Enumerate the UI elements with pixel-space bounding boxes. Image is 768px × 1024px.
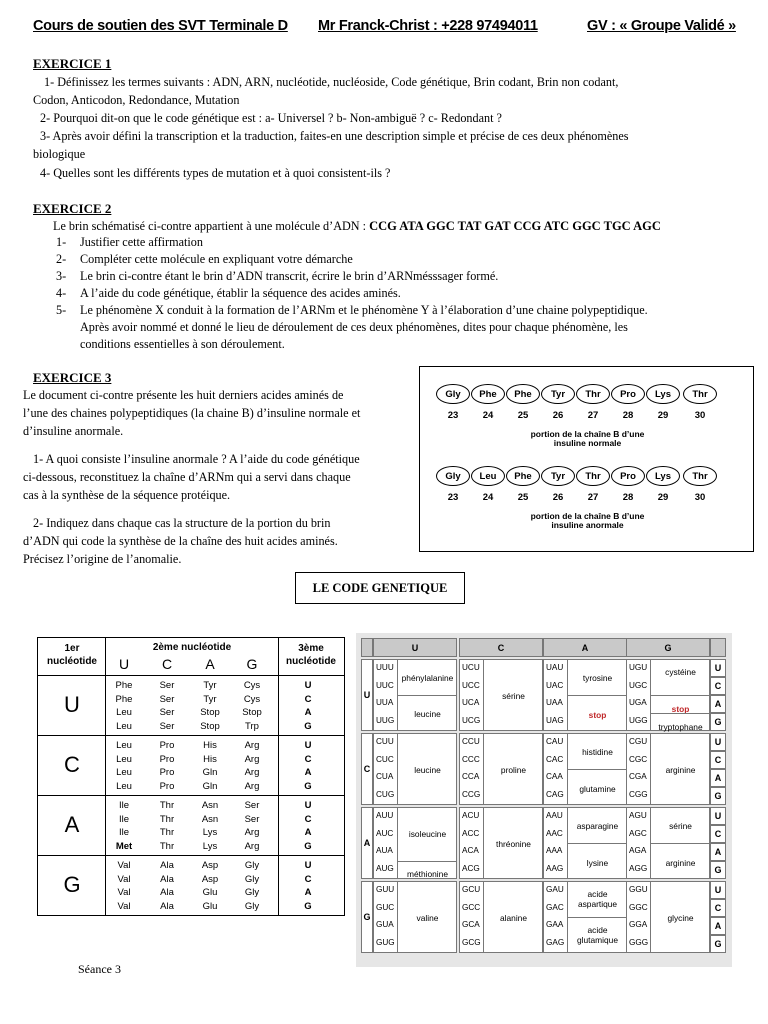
normal-amino-acid: Thr: [683, 384, 717, 404]
codon: AUA: [376, 846, 393, 855]
amino-acid-label: méthionine: [407, 869, 448, 879]
codon-amino-acid: Gln: [202, 780, 218, 792]
course-title: Cours de soutien des SVT Terminale D: [33, 18, 288, 34]
third-base: G: [304, 900, 312, 912]
codon: UGG: [629, 715, 648, 725]
ex3-text: Le document ci-contre présente les huit derniers acides aminés de: [23, 388, 344, 402]
first-base-a: A: [64, 812, 80, 837]
codon-amino-acid: Cys: [243, 693, 261, 705]
third-base: C: [304, 693, 312, 705]
genetic-code-table-full: [356, 633, 732, 967]
codon-amino-acid: Stop: [200, 720, 220, 732]
codon-amino-acid: Gln: [202, 767, 218, 778]
teacher-contact: Mr Franck-Christ : +228 97494011: [318, 18, 538, 34]
codon-amino-acid: Gly: [244, 900, 260, 912]
amino-acid-label: leucine: [414, 765, 441, 775]
codon: CAC: [546, 754, 564, 764]
codon: GGG: [629, 937, 649, 947]
codon-amino-acid: Thr: [159, 800, 175, 811]
ex3-text: ci-dessous, reconstituez la chaîne d’ARNm qui a servi dans chaque: [23, 470, 351, 484]
normal-amino-acid: Lys: [646, 384, 680, 404]
codon-amino-acid: Leu: [116, 707, 132, 718]
codon: CAG: [546, 789, 564, 799]
codon-amino-acid: Thr: [159, 813, 175, 825]
amino-acid-label: alanine: [499, 913, 527, 923]
abnormal-position: 25: [517, 492, 529, 503]
divider: [398, 861, 457, 862]
normal-amino-acid: Phe: [506, 384, 540, 404]
codon: GGC: [629, 902, 648, 912]
third-base-u: U: [710, 659, 726, 677]
abnormal-amino-acid: Leu: [471, 466, 505, 486]
divider: [651, 713, 710, 714]
codon: GGA: [629, 920, 648, 929]
third-base: C: [304, 753, 312, 765]
insulin-peptide-figure: [419, 366, 754, 552]
codon: ACG: [462, 863, 480, 873]
third-base-c: C: [710, 751, 726, 769]
amino-acid-label: proline: [500, 765, 527, 775]
amino-acid-label: lysine: [586, 858, 609, 868]
third-base-u: U: [710, 881, 726, 899]
codon: GAC: [546, 902, 564, 912]
first-base-u: U: [64, 692, 80, 717]
row-header-g: G: [361, 881, 373, 953]
ex2-question-list: [56, 234, 756, 353]
amino-acid-label: sérine: [669, 821, 692, 831]
codon: AGU: [629, 811, 647, 820]
codon: GUC: [376, 902, 395, 912]
codon: UUC: [376, 680, 394, 690]
ex1-line: 2- Pourquoi dit-on que le code génétique est : a- Universel ? b- Non-ambiguë ? c- Redondant ?: [40, 111, 502, 125]
third-base: U: [304, 860, 312, 871]
third-base: C: [304, 873, 312, 885]
codon-amino-acid: Ile: [118, 800, 130, 811]
codon-amino-acid: Gly: [244, 887, 260, 898]
divider: [38, 855, 344, 856]
codon-amino-acid: Pro: [159, 753, 175, 765]
codon: AAC: [546, 828, 563, 838]
stop-codon-label: stop: [671, 704, 690, 714]
codon-amino-acid: Ile: [118, 827, 130, 838]
ex1-title: EXERCICE 1: [33, 56, 112, 71]
abnormal-position: 24: [482, 492, 494, 503]
codon: CAU: [546, 737, 564, 746]
ex2-question: 1- Justifier cette affirmation: [56, 235, 203, 249]
third-base: A: [304, 827, 312, 838]
session-label: Séance 3: [78, 962, 121, 976]
codon: ACU: [462, 811, 480, 820]
codon-amino-acid: Gly: [244, 873, 260, 885]
ex2-title: EXERCICE 2: [33, 201, 112, 216]
ex2-question-cont: conditions essentielles à son déroulement.: [80, 337, 285, 351]
normal-amino-acid: Tyr: [541, 384, 575, 404]
normal-position: 28: [622, 410, 634, 421]
header-first: 1er nucléotide: [46, 643, 97, 667]
row-header-c: C: [361, 733, 373, 805]
codon: UAG: [546, 715, 564, 725]
third-base: C: [304, 813, 312, 825]
codon-amino-acid: Asn: [201, 813, 219, 825]
ex2-intro: [53, 218, 661, 235]
third-base-u: U: [710, 807, 726, 825]
ex2-question: 3- Le brin ci-contre étant le brin d’ADN transcrit, écrire le brin d’ARNmésssager formé.: [56, 269, 499, 283]
normal-amino-acid: Pro: [611, 384, 645, 404]
codon-amino-acid: Ser: [159, 720, 175, 732]
corner-cell: [710, 638, 726, 657]
normal-position: 29: [657, 410, 669, 421]
codon-amino-acid: Ser: [244, 800, 260, 811]
codon-amino-acid: Arg: [244, 767, 260, 778]
amino-acid-label: isoleucine: [408, 829, 447, 839]
codon: CCU: [462, 737, 480, 746]
codon: UGC: [629, 680, 648, 690]
amino-acid-label: glycine: [667, 913, 694, 923]
caption-normal: portion de la chaîne B d’une: [530, 429, 645, 439]
third-base-a: A: [710, 769, 726, 787]
amino-acid-label: tryptophane: [658, 722, 703, 732]
ex2-intro-text: Le brin schématisé ci-contre appartient à une molécule d’ADN :: [53, 219, 370, 233]
divider: [568, 695, 627, 696]
codon: GUG: [376, 937, 395, 947]
codon-amino-acid: Ser: [159, 680, 175, 691]
codon: GAG: [546, 937, 565, 947]
codon: CUC: [376, 754, 394, 764]
second-base-u: U: [118, 656, 130, 672]
codon: CUA: [376, 772, 394, 781]
codon-amino-acid: Leu: [116, 753, 132, 765]
codon: GCG: [462, 937, 481, 947]
ex3-text: l’une des chaines polypeptidiques (la chaine B) d’insuline normale et: [23, 406, 361, 420]
genetic-code-title: LE CODE GENETIQUE: [295, 572, 465, 604]
codon-amino-acid: His: [203, 740, 217, 751]
codon-amino-acid: Ala: [160, 900, 174, 912]
codon: CCG: [462, 789, 481, 799]
header-second: 2ème nucléotide: [152, 642, 232, 653]
codon-amino-acid: Ser: [159, 707, 175, 718]
corner-cell: [361, 638, 373, 657]
codon: AGA: [629, 846, 647, 855]
codon-amino-acid: Met: [115, 840, 133, 852]
abnormal-position: 30: [694, 492, 706, 503]
codon: AAG: [546, 863, 564, 873]
divider: [568, 843, 627, 844]
codon: GUA: [376, 920, 394, 929]
codon-amino-acid: Ser: [159, 693, 175, 705]
caption-abnormal: portion de la chaîne B d’une: [530, 511, 645, 521]
second-base-c: C: [161, 656, 173, 672]
codon-amino-acid: Lys: [202, 827, 218, 838]
codon-amino-acid: Val: [117, 887, 131, 898]
codon-amino-acid: Thr: [159, 827, 175, 838]
abnormal-position: 27: [587, 492, 599, 503]
codon-amino-acid: Thr: [159, 840, 175, 852]
ex2-question: 2- Compléter cette molécule en expliquant votre démarche: [56, 252, 353, 266]
codon-amino-acid: Glu: [202, 900, 218, 912]
codon-amino-acid: Leu: [116, 740, 132, 751]
codon-amino-acid: Ala: [160, 873, 174, 885]
divider: [38, 735, 344, 736]
ex1-line: Codon, Anticodon, Redondance, Mutation: [33, 93, 240, 107]
codon: AGC: [629, 828, 647, 838]
col-header-c: C: [459, 638, 543, 657]
codon: AGG: [629, 863, 648, 873]
codon: ACA: [462, 846, 479, 855]
ex2-question-cont: Après avoir nommé et donné le lieu de déroulement de ces deux phénomènes, dites pour chaque phénomène, les: [80, 320, 628, 334]
codon: CCA: [462, 772, 480, 781]
codon-amino-acid: Pro: [159, 740, 175, 751]
ex3-text: cas à la synthèse de la séquence protéique.: [23, 488, 231, 502]
ex1-line: 3- Après avoir défini la transcription et la traduction, faites-en une description simple et précise de ces deux phénomènes: [40, 129, 629, 143]
normal-amino-acid: Thr: [576, 384, 610, 404]
third-base-u: U: [710, 733, 726, 751]
third-base-c: C: [710, 677, 726, 695]
amino-acid-label: thréonine: [496, 839, 531, 849]
ex3-title: EXERCICE 3: [33, 370, 112, 385]
codon-amino-acid: Asp: [201, 873, 219, 885]
second-base-a: A: [205, 656, 215, 672]
codon-amino-acid: Val: [117, 900, 131, 912]
abnormal-amino-acid: Pro: [611, 466, 645, 486]
codon-amino-acid: Leu: [116, 780, 132, 792]
second-base-g: G: [246, 656, 258, 672]
codon: GCU: [462, 885, 481, 894]
codon-amino-acid: Phe: [115, 693, 133, 705]
codon: UAA: [546, 698, 563, 707]
amino-acid-label: tyrosine: [582, 673, 613, 683]
codon-amino-acid: Tyr: [203, 693, 217, 705]
codon-amino-acid: Ala: [160, 860, 174, 871]
codon: GAU: [546, 885, 564, 894]
codon-amino-acid: Arg: [244, 753, 260, 765]
codon-amino-acid: Cys: [243, 680, 261, 691]
codon-amino-acid: Ser: [244, 813, 260, 825]
ex3-text: 1- A quoi consiste l’insuline anormale ? A l’aide du code génétique: [33, 452, 360, 466]
third-base: U: [304, 740, 312, 751]
third-base-g: G: [710, 935, 726, 953]
first-base-c: C: [64, 752, 80, 777]
codon: UGA: [629, 698, 647, 707]
normal-position: 23: [447, 410, 459, 421]
codon: UCG: [462, 715, 481, 725]
third-base: U: [304, 800, 312, 811]
third-base-a: A: [710, 917, 726, 935]
codon-amino-acid: Arg: [244, 827, 260, 838]
normal-position: 27: [587, 410, 599, 421]
genetic-code-table-short: [37, 637, 345, 916]
abnormal-amino-acid: Gly: [436, 466, 470, 486]
third-base: G: [304, 840, 312, 852]
third-base-a: A: [710, 843, 726, 861]
amino-acid-label: arginine: [665, 858, 696, 868]
divider: [398, 695, 457, 696]
normal-amino-acid: Gly: [436, 384, 470, 404]
group-name: GV : « Groupe Validé »: [587, 18, 736, 34]
codon: ACC: [462, 828, 480, 838]
codon-amino-acid: Arg: [244, 840, 260, 852]
third-base: U: [304, 680, 312, 691]
codon: UAC: [546, 680, 564, 690]
codon: CAA: [546, 772, 563, 781]
ex3-text: d’ADN qui code la synthèse de la chaîne des huit acides aminés.: [23, 534, 338, 548]
codon: UAU: [546, 663, 564, 672]
codon: UCA: [462, 698, 480, 707]
codon-amino-acid: Ala: [160, 887, 174, 898]
third-base-a: A: [710, 695, 726, 713]
header-third: 3ème nucléotide: [285, 643, 336, 667]
codon: AAU: [546, 811, 563, 820]
abnormal-amino-acid: Tyr: [541, 466, 575, 486]
codon-amino-acid: Val: [117, 860, 131, 871]
row-header-u: U: [361, 659, 373, 731]
amino-acid-label: sérine: [502, 691, 525, 701]
amino-acid-label: valine: [416, 913, 439, 923]
ex1-line: 1- Définissez les termes suivants : ADN, ARN, nucléotide, nucléoside, Code génétique, Brin codant, Brin non codant,: [44, 75, 619, 89]
codon-amino-acid: Tyr: [203, 680, 217, 691]
abnormal-amino-acid: Phe: [506, 466, 540, 486]
amino-acid-label: acide glutamique: [577, 925, 618, 945]
col-header-u: U: [373, 638, 457, 657]
third-base-g: G: [710, 787, 726, 805]
ex2-question: 5- Le phénomène X conduit à la formation de l’ARNm et le phénomène Y à l’élaboration d’une chaine polypeptidique.: [56, 303, 648, 317]
codon: UGU: [629, 663, 648, 672]
divider: [568, 917, 627, 918]
codon: CUG: [376, 789, 395, 799]
ex3-text: 2- Indiquez dans chaque cas la structure de la portion du brin: [33, 516, 331, 530]
divider: [568, 769, 627, 770]
codon: UUG: [376, 715, 395, 725]
dna-sequence: CCG ATA GGC TAT GAT CCG ATC GGC TGC AGC: [369, 219, 661, 233]
amino-acid-label: glutamine: [579, 784, 616, 794]
codon-amino-acid: Arg: [244, 740, 260, 751]
normal-position: 30: [694, 410, 706, 421]
codon: AUG: [376, 863, 394, 873]
divider: [38, 795, 344, 796]
divider: [651, 695, 710, 696]
amino-acid-label: leucine: [414, 709, 441, 719]
third-base: G: [304, 780, 312, 792]
codon: UUA: [376, 698, 394, 707]
codon-amino-acid: Leu: [116, 767, 132, 778]
abnormal-amino-acid: Thr: [683, 466, 717, 486]
codon-amino-acid: Asp: [201, 860, 219, 871]
third-base: A: [304, 887, 312, 898]
codon: UCU: [462, 663, 480, 672]
third-base: G: [304, 720, 312, 732]
third-base-g: G: [710, 861, 726, 879]
codon-amino-acid: Trp: [245, 720, 259, 732]
codon: AUC: [376, 828, 394, 838]
codon: GGU: [629, 885, 648, 894]
col-header-g: G: [626, 638, 710, 657]
ex1-line: biologique: [33, 147, 86, 161]
first-base-g: G: [63, 872, 81, 897]
ex3-text: Précisez l’origine de l’anomalie.: [23, 552, 182, 566]
divider: [278, 638, 279, 915]
codon: CCC: [462, 754, 480, 764]
caption-normal: insuline normale: [553, 438, 622, 448]
third-base-c: C: [710, 899, 726, 917]
codon-amino-acid: Arg: [244, 780, 260, 792]
codon: UUU: [376, 663, 394, 672]
ex2-question: 4- A l’aide du code génétique, établir la séquence des acides aminés.: [56, 286, 401, 300]
codon-amino-acid: Glu: [202, 887, 218, 898]
col-header-a: A: [543, 638, 627, 657]
third-base-g: G: [710, 713, 726, 731]
ex1-line: 4- Quelles sont les différents types de mutation et à quoi consistent-ils ?: [40, 166, 391, 180]
divider: [105, 638, 106, 915]
codon-amino-acid: Gly: [244, 860, 260, 871]
normal-position: 26: [552, 410, 564, 421]
codon: CGU: [629, 737, 648, 746]
codon-amino-acid: Ile: [118, 813, 130, 825]
amino-acid-label: arginine: [665, 765, 696, 775]
codon: CGC: [629, 754, 648, 764]
abnormal-amino-acid: Lys: [646, 466, 680, 486]
codon-amino-acid: Asn: [201, 800, 219, 811]
divider: [651, 843, 710, 844]
ex3-text: d’insuline anormale.: [23, 424, 124, 438]
codon-amino-acid: Pro: [159, 780, 175, 792]
normal-position: 24: [482, 410, 494, 421]
codon: GUU: [376, 885, 395, 894]
codon: CGA: [629, 772, 647, 781]
codon: CGG: [629, 789, 648, 799]
amino-acid-label: phénylalanine: [401, 673, 454, 683]
codon: GAA: [546, 920, 564, 929]
codon: CUU: [376, 737, 394, 746]
codon-amino-acid: Leu: [116, 720, 132, 732]
codon-amino-acid: Stop: [242, 707, 262, 718]
codon-amino-acid: Pro: [159, 767, 175, 778]
abnormal-position: 23: [447, 492, 459, 503]
amino-acid-label: asparagine: [576, 821, 619, 831]
codon-amino-acid: Val: [117, 873, 131, 885]
amino-acid-label: cystéine: [665, 667, 696, 677]
normal-position: 25: [517, 410, 529, 421]
codon: UCC: [462, 680, 480, 690]
codon: AAA: [546, 846, 563, 855]
codon-amino-acid: His: [203, 753, 217, 765]
amino-acid-label: acide aspartique: [577, 889, 618, 909]
codon-amino-acid: Lys: [202, 840, 218, 852]
stop-codon-label: stop: [588, 710, 607, 720]
third-base: A: [304, 707, 312, 718]
caption-abnormal: insuline anormale: [551, 520, 624, 530]
codon: GCC: [462, 902, 481, 912]
row-header-a: A: [361, 807, 373, 879]
third-base-c: C: [710, 825, 726, 843]
abnormal-position: 28: [622, 492, 634, 503]
abnormal-amino-acid: Thr: [576, 466, 610, 486]
third-base: A: [304, 767, 312, 778]
normal-amino-acid: Phe: [471, 384, 505, 404]
codon-amino-acid: Stop: [200, 707, 220, 718]
divider: [38, 675, 344, 676]
codon: AUU: [376, 811, 394, 820]
amino-acid-label: histidine: [582, 747, 613, 757]
codon-amino-acid: Phe: [115, 680, 133, 691]
abnormal-position: 29: [657, 492, 669, 503]
abnormal-position: 26: [552, 492, 564, 503]
codon: GCA: [462, 920, 480, 929]
